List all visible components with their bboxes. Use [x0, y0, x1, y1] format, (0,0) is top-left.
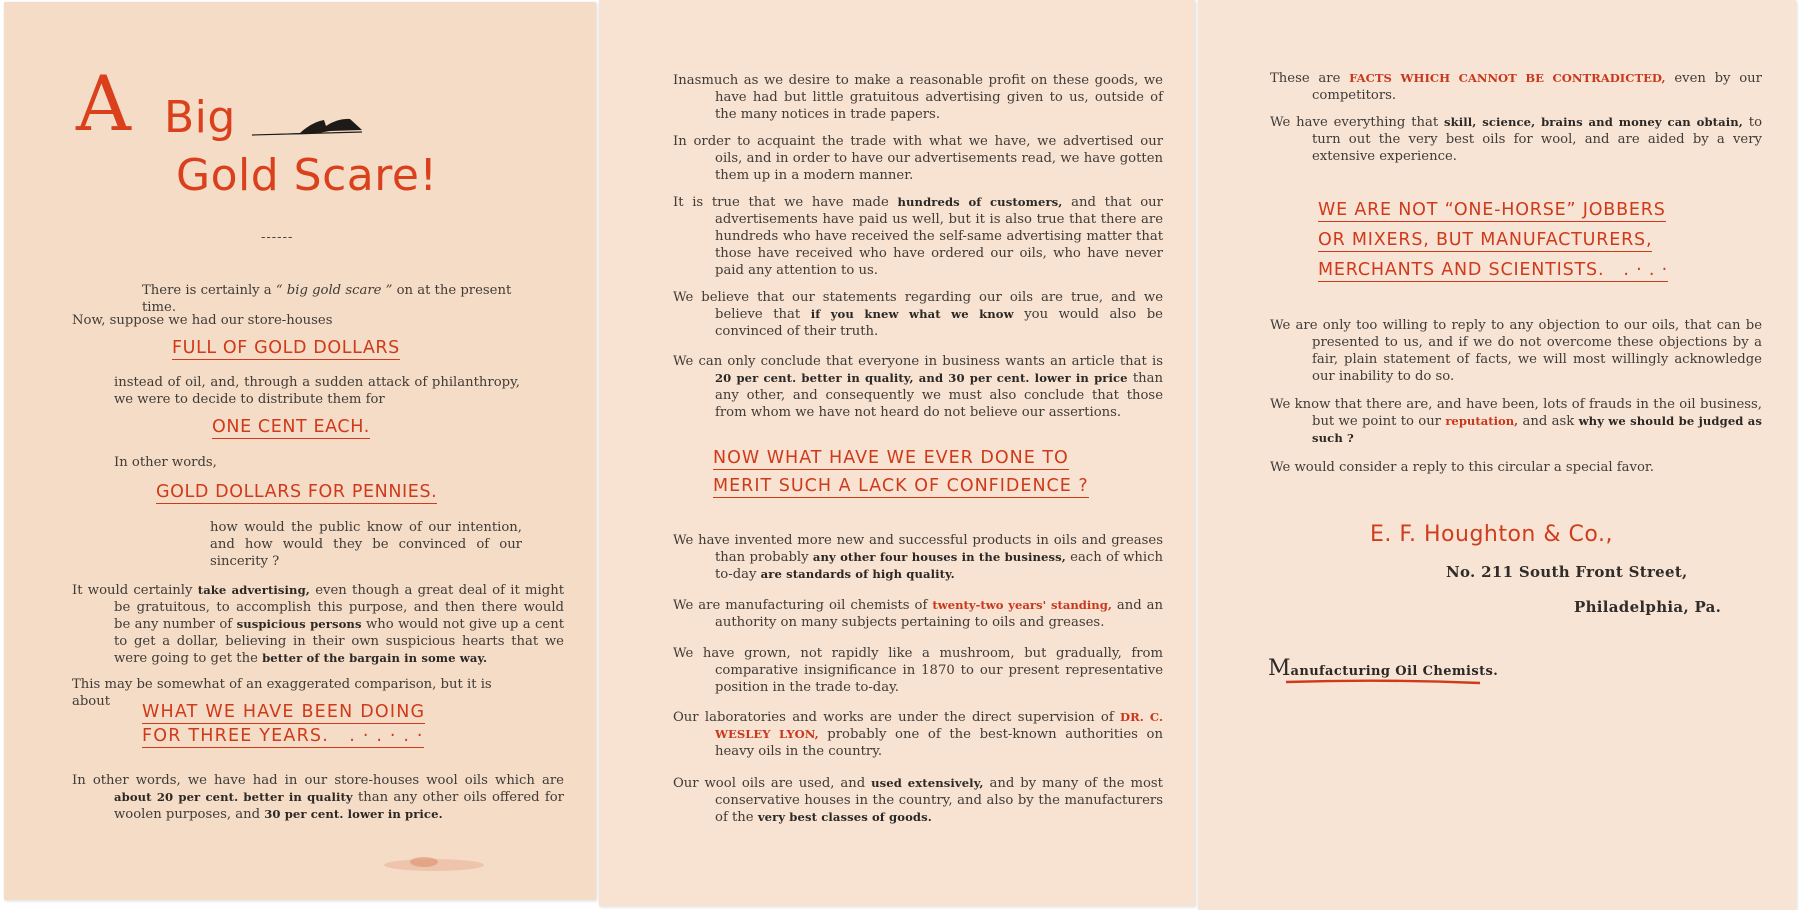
advertising-paragraph: It would certainly take advertising, even though a great deal of it might be gratuitous, to accomplish this purpose, and then there would be any number of suspicious persons who would not give up a cent to get a dollar, believing in their own suspicious hearts that we were going to get the better of the bargain in some way. [72, 583, 564, 666]
paragraph-special-favor: We would consider a reply to this circular a special favor. [1270, 460, 1654, 475]
paragraph-facts: These are FACTS WHICH CANNOT BE CONTRADICTED, even by our competitors. [1270, 71, 1762, 103]
in-other-words: In other words, [114, 455, 217, 470]
paragraph-grown: We have grown, not rapidly like a mushroom, but gradually, from comparative insignificance in 1870 to our present representative position in the trade to-day. [673, 646, 1163, 695]
page-3 [1198, 0, 1796, 910]
heading-not-one-horse-line1: WE ARE NOT “ONE-HORSE” JOBBERS [1318, 200, 1666, 220]
heading-gold-for-pennies: GOLD DOLLARS FOR PENNIES. [156, 482, 438, 502]
paragraph-invented: We have invented more new and successful products in oils and greases than probably any other four houses in the business, each of which to-day are standards of high quality. [673, 533, 1163, 582]
page-2 [599, 0, 1195, 906]
paragraph-acquaint: In order to acquaint the trade with what we have, we advertised our oils, and in order to have our advertisements read, we have gotten them up in a modern manner. [673, 134, 1163, 183]
paragraph-customers: It is true that we have made hundreds of customers, and that our advertisements have paid us well, but it is also true that there are hundreds who have received the self-same advertising matter that those have received who have ordered our oils, who have never paid any attention to us. [673, 195, 1163, 278]
intro-text: There is certainly a “ big gold scare ” on at the present time. [142, 283, 512, 315]
pen-stroke-ornament [250, 116, 366, 138]
paragraph-believe: We believe that our statements regarding our oils are true, and we believe that if you knew what we know you would also be convinced of their truth. [673, 290, 1163, 339]
paragraph-conclude: We can only conclude that everyone in business wants an article that is 20 per cent. better in quality, and 30 per cent. lower in price than any other, and consequently we must also conclude that those from whom we have not heard do not believe our assertions. [673, 354, 1163, 420]
heading-one-cent: ONE CENT EACH. [212, 417, 370, 437]
exaggerated-text: This may be somewhat of an exaggerated comparison, but it is about [72, 677, 492, 709]
wool-oils-paragraph: In other words, we have had in our store-houses wool oils which are about 20 per cent. better in quality than any other oils offered for woolen purposes, and 30 per cent. lower in price. [72, 773, 564, 822]
heading-now-what-line2: MERIT SUCH A LACK OF CONFIDENCE ? [713, 476, 1089, 496]
paragraph-chemists: We are manufacturing oil chemists of twenty-two years' standing, and an authority on many subjects pertaining to oils and greases. [673, 598, 1163, 630]
paragraph-frauds: We know that there are, and have been, lots of frauds in the oil business, but we point to our reputation, and ask why we should be judged as such ? [1270, 397, 1763, 445]
title-big: Big [164, 92, 236, 143]
paragraph-wool-oils-used: Our wool oils are used, and used extensively, and by many of the most conservative houses in the country, and also by the manufacturers of the very best classes of goods. [673, 776, 1163, 825]
how-would-text: how would the public know of our intention, and how would they be convinced of our sincerity ? [210, 520, 522, 569]
title-gold-scare: Gold Scare! [176, 150, 438, 201]
tagline-manufacturing-oil-chemists: Manufacturing Oil Chemists. [1268, 656, 1499, 681]
title-letter-a: A [76, 59, 131, 148]
heading-full-of-gold: FULL OF GOLD DOLLARS [172, 338, 400, 358]
heading-not-one-horse-line3: MERCHANTS AND SCIENTISTS. . · . · [1318, 260, 1668, 280]
paragraph-laboratories: Our laboratories and works are under the direct supervision of DR. C. WESLEY LYON, probably one of the best-known authorities on heavy oils in the country. [673, 710, 1163, 759]
suppose-text: Now, suppose we had our store-houses [72, 313, 333, 328]
heading-now-what-line1: NOW WHAT HAVE WE EVER DONE TO [713, 448, 1069, 468]
tagline-red-underline [1284, 678, 1484, 686]
heading-doing-line1: WHAT WE HAVE BEEN DOING [142, 702, 426, 722]
paragraph-inasmuch: Inasmuch as we desire to make a reasonable profit on these goods, we have had but little gratuitous advertising given to us, outside of the many notices in trade papers. [673, 73, 1163, 122]
paragraph-skill: We have everything that skill, science, brains and money can obtain, to turn out the very best oils for wool, and are aided by a very extensive experience. [1270, 115, 1763, 164]
instead-text: instead of oil, and, through a sudden attack of philanthropy, we were to decide to distribute them for [114, 375, 520, 407]
street-address: No. 211 South Front Street, [1446, 563, 1688, 581]
ink-smudge-mark [364, 850, 504, 880]
page-1 [4, 2, 596, 900]
paragraph-willing: We are only too willing to reply to any objection to our oils, that can be presented to us, and if we do not overcome these objections by a fair, plain statement of facts, we will most willingly acknowledge our inability to do so. [1270, 318, 1762, 384]
heading-not-one-horse-line2: OR MIXERS, BUT MANUFACTURERS, [1318, 230, 1653, 250]
heading-doing-line2: FOR THREE YEARS. . · . · . · [142, 726, 424, 746]
company-name: E. F. Houghton & Co., [1370, 522, 1613, 547]
city-address: Philadelphia, Pa. [1574, 598, 1722, 616]
separator: ------ [261, 230, 294, 245]
